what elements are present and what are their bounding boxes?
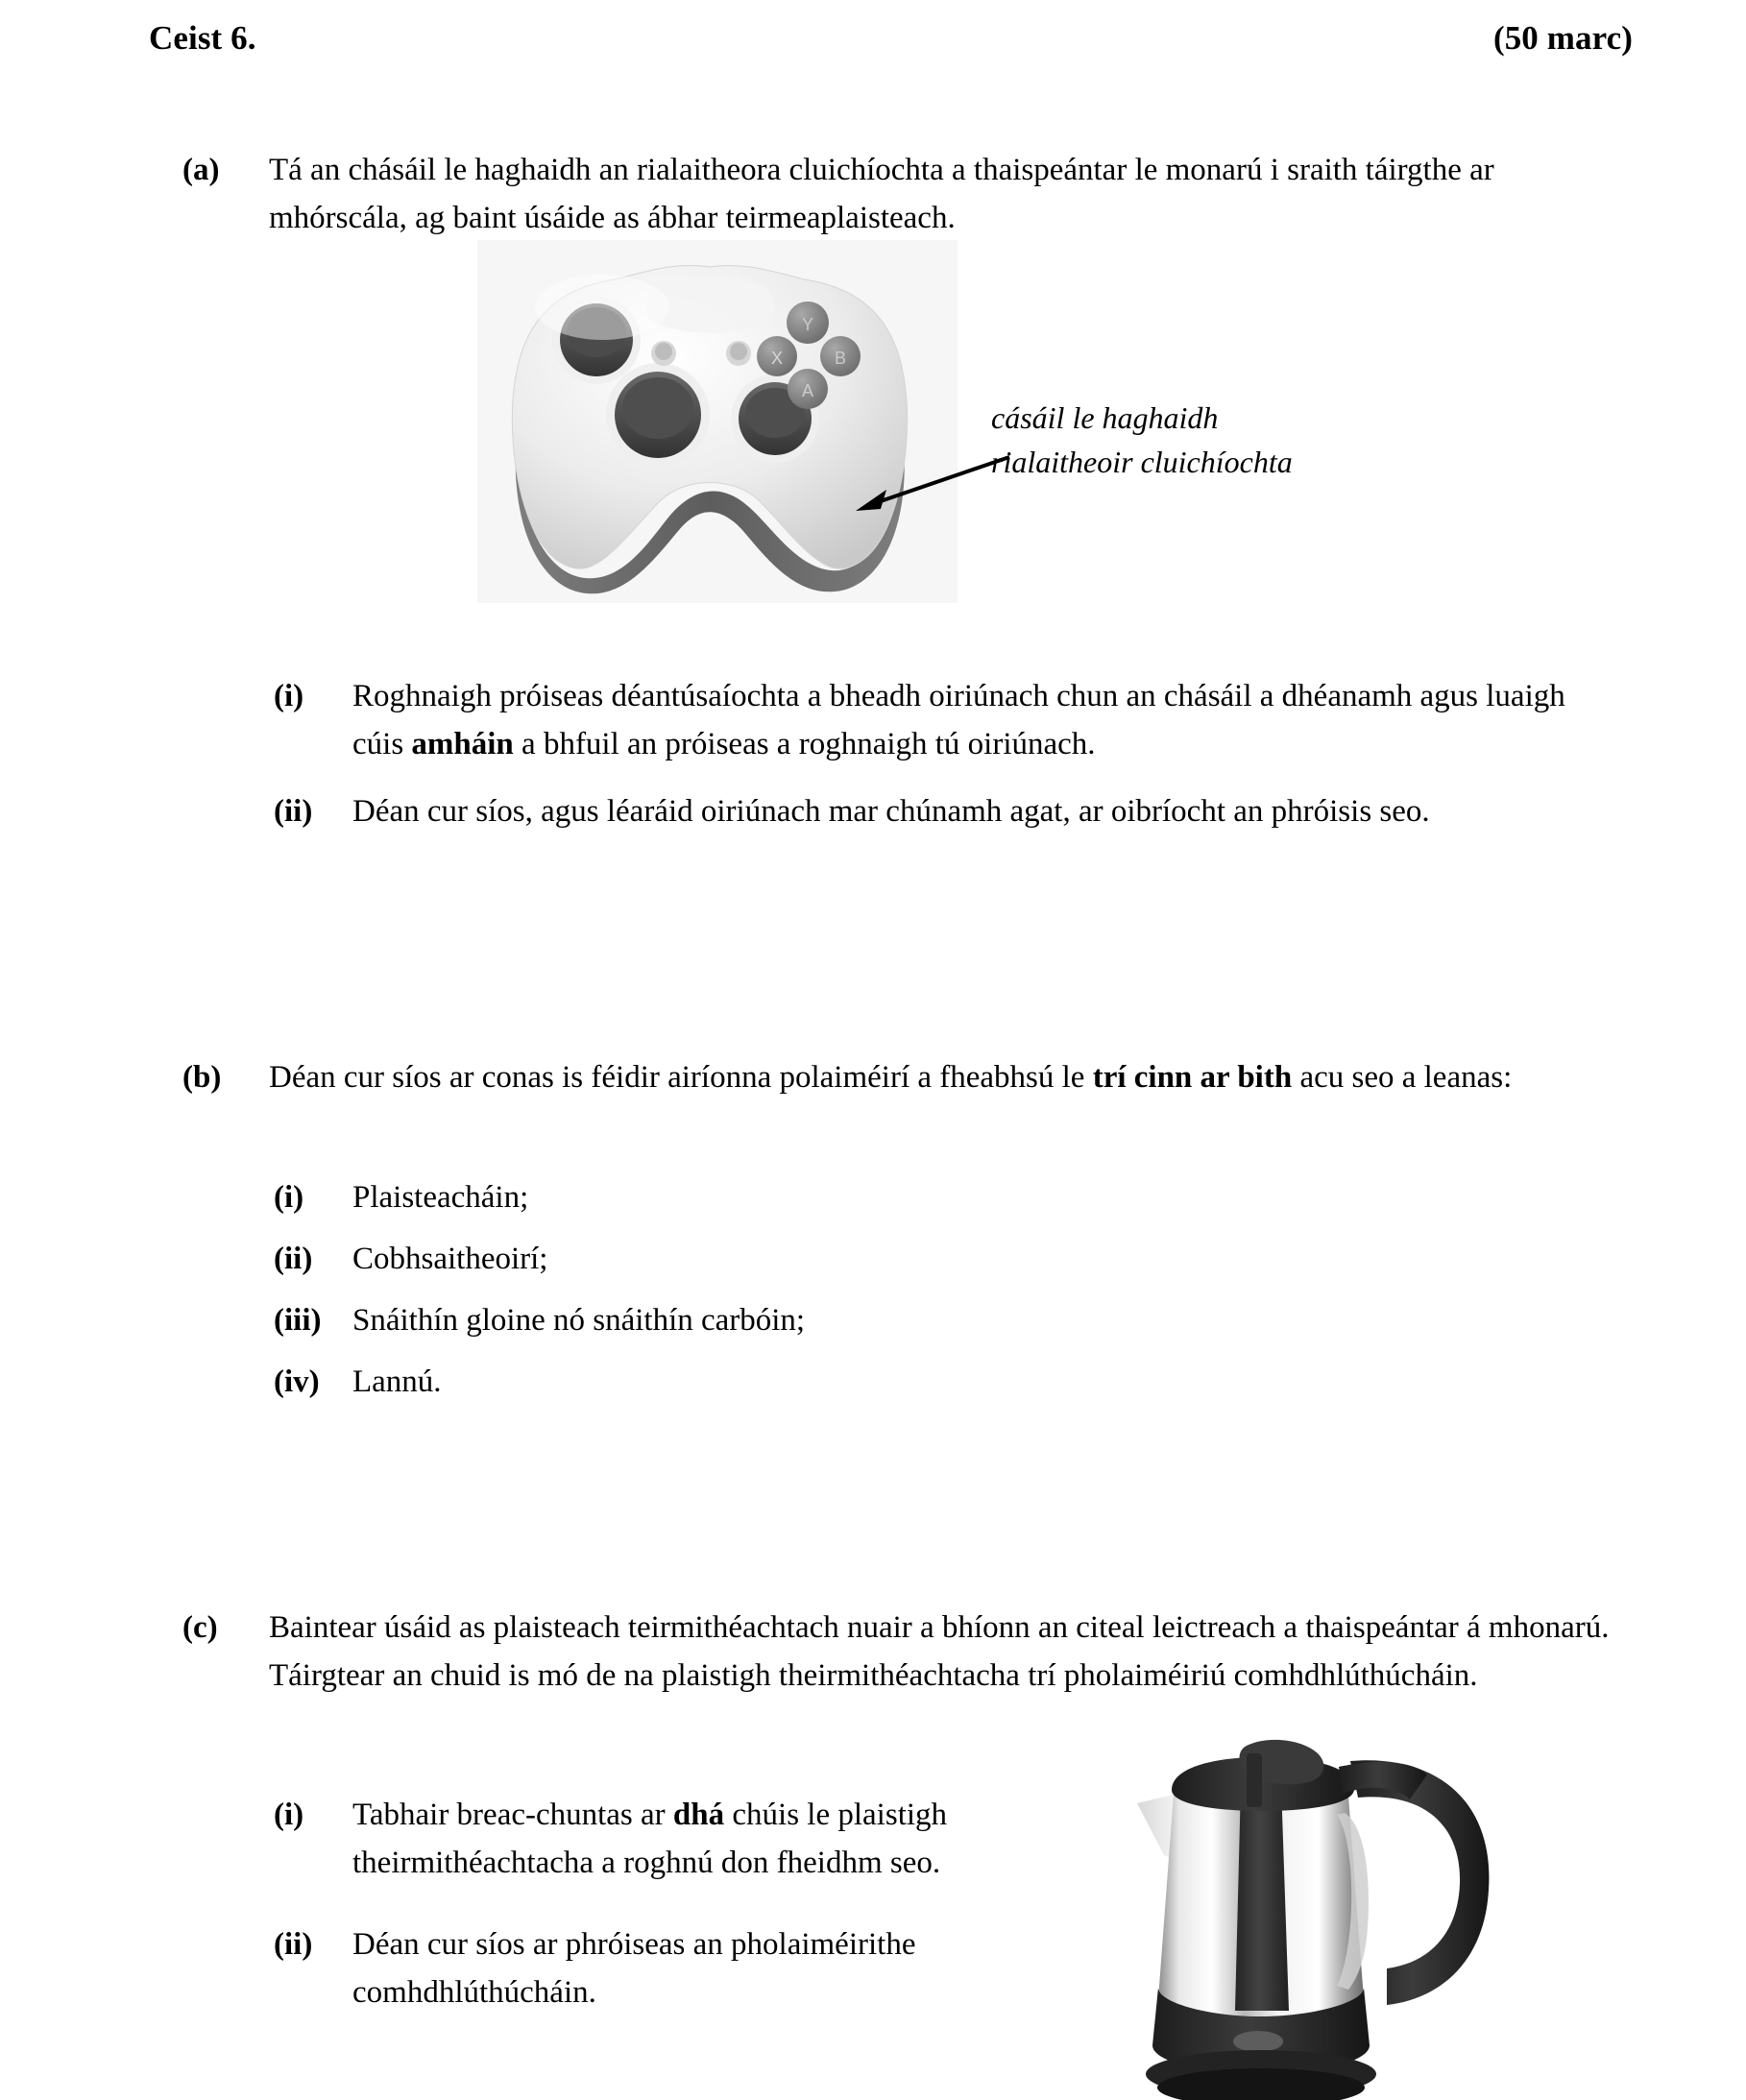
text-segment: Tabhair breac-chuntas ar xyxy=(352,1798,673,1832)
emphasis: trí cinn ar bith xyxy=(1092,1060,1293,1095)
part-b-item-iv-marker: (iv) xyxy=(274,1364,320,1399)
part-c-marker: (c) xyxy=(182,1610,218,1645)
page-header xyxy=(149,19,1633,58)
electric-kettle-figure xyxy=(1103,1711,1506,2100)
callout-arrow-icon xyxy=(850,451,1013,519)
part-b-text xyxy=(269,1053,1594,1101)
part-b-item-i-text: Plaisteacháin; xyxy=(352,1180,529,1215)
part-a-item-ii-text: Déan cur síos, agus léaráid oiriúnach mar chúnamh agat, ar oibríocht an phróisis seo. xyxy=(352,794,1430,829)
text-segment: acu seo a leanas: xyxy=(1292,1060,1513,1095)
part-b-item-i xyxy=(274,1173,1330,1221)
part-c-item-i-text xyxy=(352,1791,984,1887)
part-b-item-iii xyxy=(274,1296,1330,1344)
part-c xyxy=(182,1604,1628,1700)
part-b-item-iv xyxy=(274,1358,1330,1406)
part-c-item-i-marker: (i) xyxy=(274,1798,304,1832)
part-c-item-ii-text: Déan cur síos ar phróiseas an pholaiméirithe comhdhlúthúcháin. xyxy=(352,1927,916,2010)
text-segment: a bhfuil an próiseas a roghnaigh tú oiriúnach. xyxy=(513,727,1096,761)
part-a-item-ii xyxy=(274,787,1609,835)
svg-text:A: A xyxy=(801,381,814,400)
part-b-item-iii-marker: (iii) xyxy=(274,1303,322,1338)
part-b-item-ii xyxy=(274,1235,1330,1283)
svg-text:Y: Y xyxy=(801,315,814,334)
part-a-item-i-text xyxy=(352,672,1589,768)
part-b-item-ii-text: Cobhsaitheoirí; xyxy=(352,1242,548,1276)
callout-line-2: rialaitheoir cluichíochta xyxy=(991,445,1293,479)
part-b-marker: (b) xyxy=(182,1060,222,1095)
part-b-item-iii-text: Snáithín gloine nó snáithín carbóin; xyxy=(352,1303,806,1338)
svg-text:B: B xyxy=(834,349,847,368)
part-b-item-i-marker: (i) xyxy=(274,1180,304,1215)
part-a-text: Tá an chásáil le haghaidh an rialaitheora cluichíochta a thaispeántar le monarú i sraith táirgthe ar mhórscála, ag baint úsáide as ábhar teirmeaplaisteach. xyxy=(269,153,1494,235)
part-a-item-i xyxy=(274,672,1589,768)
question-number: Ceist 6. xyxy=(149,19,256,57)
part-c-item-ii-marker: (ii) xyxy=(274,1927,313,1962)
text-segment: Déan cur síos ar conas is féidir airíonna polaiméirí a fheabhsú le xyxy=(269,1060,1093,1095)
part-c-text: Baintear úsáid as plaisteach teirmithéachtach nuair a bhíonn an citeal leictreach a thaispeántar á mhonarú. Táirgtear an chuid is mó de na plaistigh theirmithéachtacha trí pholaiméiriú comhdhlúthúcháin. xyxy=(269,1610,1610,1693)
part-c-item-i xyxy=(274,1791,984,1887)
controller-callout-label xyxy=(991,396,1394,484)
part-a-marker: (a) xyxy=(182,153,220,187)
game-controller-figure xyxy=(477,240,958,603)
emphasis: dhá xyxy=(672,1798,725,1832)
part-a xyxy=(182,146,1594,242)
emphasis: amháin xyxy=(411,727,514,761)
part-c-item-ii xyxy=(274,1920,984,2016)
part-b-item-ii-marker: (ii) xyxy=(274,1242,313,1276)
part-b-item-iv-text: Lannú. xyxy=(352,1364,442,1399)
part-a-item-i-marker: (i) xyxy=(274,679,304,713)
text-segment: chúis le plaistigh theirmithéachtacha a roghnú don fheidhm seo. xyxy=(352,1798,948,1880)
callout-line-1: cásáil le haghaidh xyxy=(991,400,1219,435)
svg-text:X: X xyxy=(770,349,784,368)
text-segment: Roghnaigh próiseas déantúsaíochta a bheadh oiriúnach chun an chásáil a dhéanamh agus luaigh cúis xyxy=(352,679,1565,761)
marks-allocation: (50 marc) xyxy=(1492,19,1633,57)
controller-illustration xyxy=(477,240,958,603)
part-b xyxy=(182,1053,1594,1101)
part-a-item-ii-marker: (ii) xyxy=(274,794,313,829)
